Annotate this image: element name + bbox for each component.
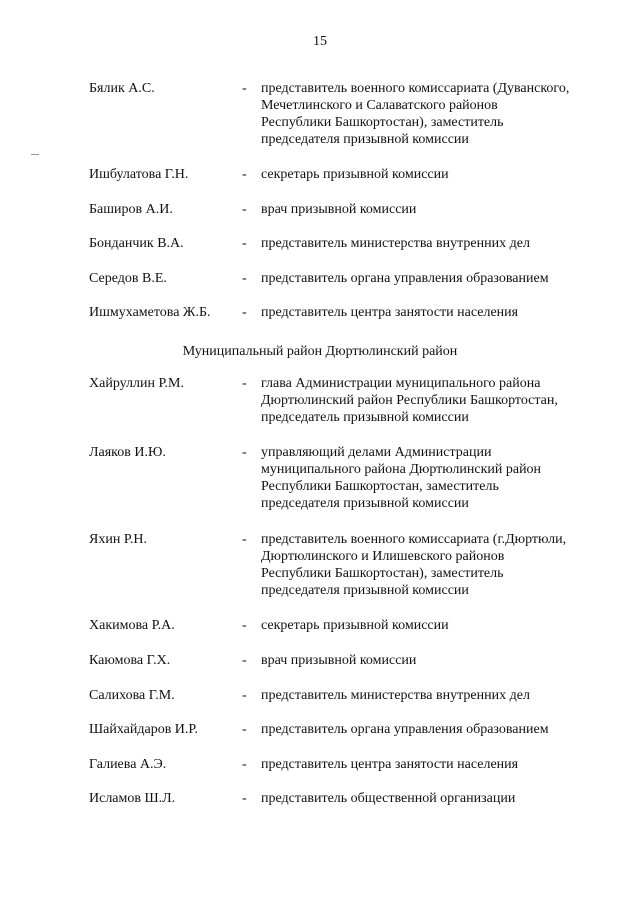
member-name: Ишмухаметова Ж.Б. xyxy=(89,305,211,320)
member-name: Хакимова Р.А. xyxy=(89,618,175,633)
member-dash: - xyxy=(242,236,247,251)
margin-mark xyxy=(31,154,39,155)
member-role: врач призывной комиссии xyxy=(261,202,417,217)
member-dash: - xyxy=(242,376,247,391)
member-role: представитель общественной организации xyxy=(261,791,516,806)
member-name: Каюмова Г.Х. xyxy=(89,653,171,668)
member-role: секретарь призывной комиссии xyxy=(261,618,449,633)
page-number: 15 xyxy=(313,34,327,49)
member-role: секретарь призывной комиссии xyxy=(261,167,449,182)
member-dash: - xyxy=(242,618,247,633)
member-name: Шайхайдаров И.Р. xyxy=(89,722,198,737)
member-role: представитель органа управления образованием xyxy=(261,722,549,737)
member-role: представитель министерства внутренних дел xyxy=(261,236,530,251)
section-heading: Муниципальный район Дюртюлинский район xyxy=(182,344,458,359)
member-dash: - xyxy=(242,653,247,668)
member-name: Бонданчик В.А. xyxy=(89,236,184,251)
member-name: Исламов Ш.Л. xyxy=(89,791,176,806)
member-role: представитель министерства внутренних дел xyxy=(261,688,530,703)
member-dash: - xyxy=(242,791,247,806)
member-name: Бялик А.С. xyxy=(89,81,155,96)
member-name: Ишбулатова Г.Н. xyxy=(89,167,189,182)
member-dash: - xyxy=(242,757,247,772)
member-role: представитель военного комиссариата (Дуванского, Мечетлинского и Салаватского районов Республики Башкортостан), заместитель председателя призывной комиссии xyxy=(261,81,570,147)
member-name: Лаяков И.Ю. xyxy=(89,445,166,460)
member-name: Яхин Р.Н. xyxy=(89,532,147,547)
member-name: Салихова Г.М. xyxy=(89,688,175,703)
member-dash: - xyxy=(242,532,247,547)
member-role: глава Администрации муниципального района Дюртюлинский район Республики Башкортостан, председатель призывной комиссии xyxy=(261,376,558,425)
member-dash: - xyxy=(242,167,247,182)
member-dash: - xyxy=(242,202,247,217)
member-dash: - xyxy=(242,688,247,703)
member-name: Середов В.Е. xyxy=(89,271,167,286)
member-name: Хайруллин Р.М. xyxy=(89,376,184,391)
member-dash: - xyxy=(242,722,247,737)
member-dash: - xyxy=(242,445,247,460)
member-dash: - xyxy=(242,305,247,320)
member-role: представитель центра занятости населения xyxy=(261,305,519,320)
member-dash: - xyxy=(242,81,247,96)
member-role: врач призывной комиссии xyxy=(261,653,417,668)
member-name: Баширов А.И. xyxy=(89,202,173,217)
member-role: представитель центра занятости населения xyxy=(261,757,519,772)
member-role: управляющий делами Администрации муниципального района Дюртюлинский район Республики Башкортостан, заместитель председателя призывной комиссии xyxy=(261,445,542,511)
member-dash: - xyxy=(242,271,247,286)
member-name: Галиева А.Э. xyxy=(89,757,167,772)
member-role: представитель органа управления образованием xyxy=(261,271,549,286)
member-role: представитель военного комиссариата (г.Дюртюли, Дюртюлинского и Илишевского районов Республики Башкортостан), заместитель председателя призывной комиссии xyxy=(261,532,567,598)
